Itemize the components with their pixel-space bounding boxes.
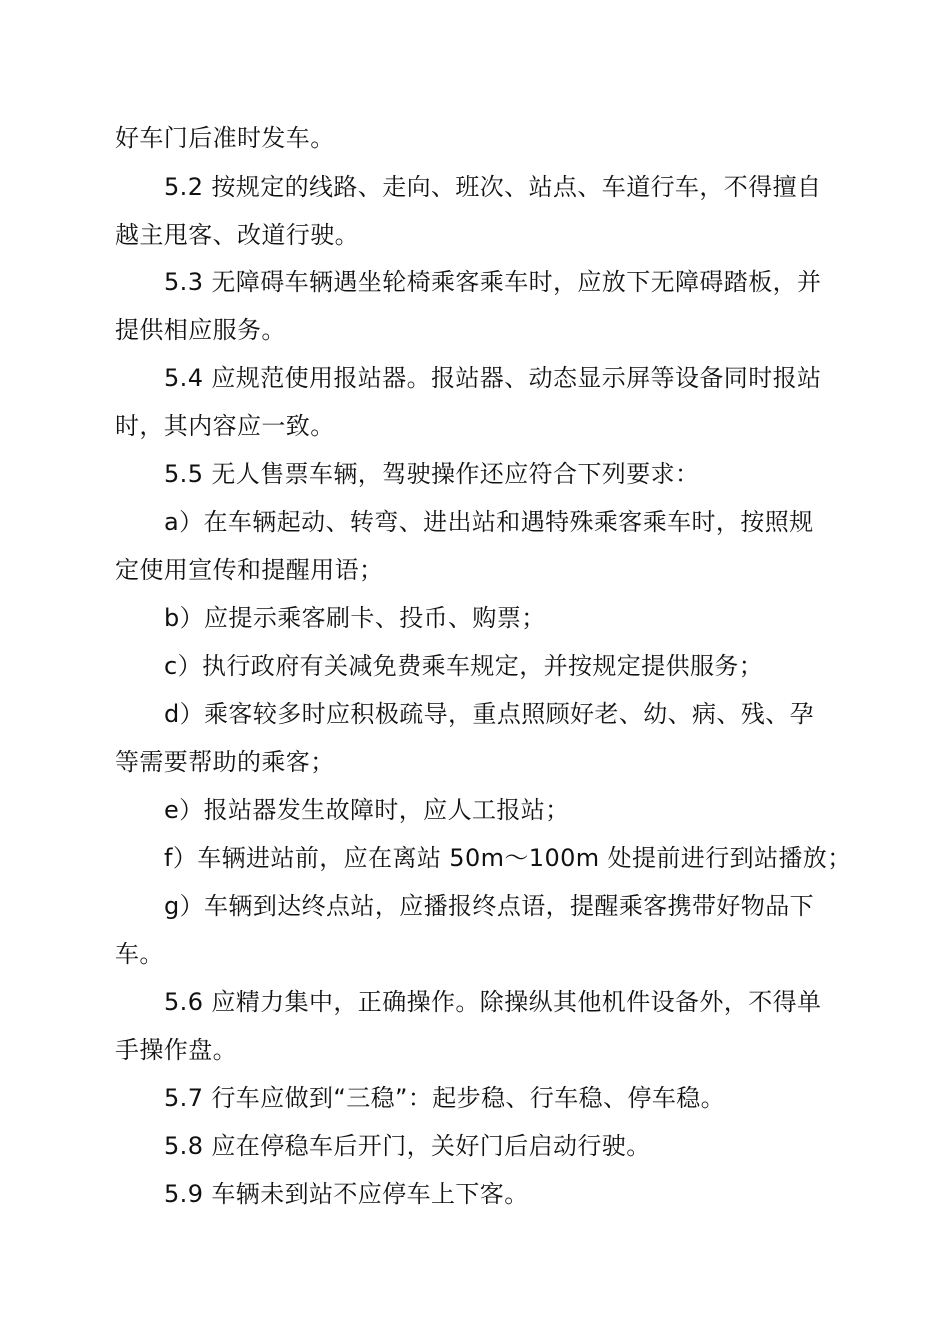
text-line: 5.7 行车应做到“三稳”：起步稳、行车稳、停车稳。 bbox=[164, 1084, 726, 1112]
text-line: c）执行政府有关减免费乘车规定，并按规定提供服务； bbox=[164, 652, 764, 680]
text-line: 手操作盘。 bbox=[115, 1036, 237, 1064]
text-line: 5.4 应规范使用报站器。报站器、动态显示屏等设备同时报站 bbox=[164, 364, 822, 392]
text-line: 5.9 车辆未到站不应停车上下客。 bbox=[164, 1180, 529, 1208]
text-line: b）应提示乘客刷卡、投币、购票； bbox=[164, 604, 546, 632]
text-line: 等需要帮助的乘客； bbox=[115, 748, 335, 776]
text-line: f）车辆进站前，应在离站 50m～100m 处提前进行到站播放； bbox=[164, 844, 852, 872]
text-line: e）报站器发生故障时，应人工报站； bbox=[164, 796, 570, 824]
text-line: 5.6 应精力集中，正确操作。除操纵其他机件设备外，不得单 bbox=[164, 988, 822, 1016]
text-line: d）乘客较多时应积极疏导，重点照顾好老、幼、病、残、孕 bbox=[164, 700, 815, 728]
text-line: g）车辆到达终点站，应播报终点语，提醒乘客携带好物品下 bbox=[164, 892, 815, 920]
text-line: 车。 bbox=[115, 940, 164, 968]
text-line: 好车门后准时发车。 bbox=[115, 124, 335, 152]
text-line: 5.2 按规定的线路、走向、班次、站点、车道行车，不得擅自 bbox=[164, 173, 822, 201]
text-line: 提供相应服务。 bbox=[115, 316, 286, 344]
text-line: 定使用宣传和提醒用语； bbox=[115, 556, 384, 584]
text-line: 时，其内容应一致。 bbox=[115, 412, 335, 440]
text-line: 5.5 无人售票车辆，驾驶操作还应符合下列要求： bbox=[164, 460, 700, 488]
text-line: 5.3 无障碍车辆遇坐轮椅乘客乘车时，应放下无障碍踏板，并 bbox=[164, 268, 822, 296]
text-line: 越主甩客、改道行驶。 bbox=[115, 221, 359, 249]
text-line: 5.8 应在停稳车后开门，关好门后启动行驶。 bbox=[164, 1132, 651, 1160]
text-line: a）在车辆起动、转弯、进出站和遇特殊乘客乘车时，按照规 bbox=[164, 508, 814, 536]
